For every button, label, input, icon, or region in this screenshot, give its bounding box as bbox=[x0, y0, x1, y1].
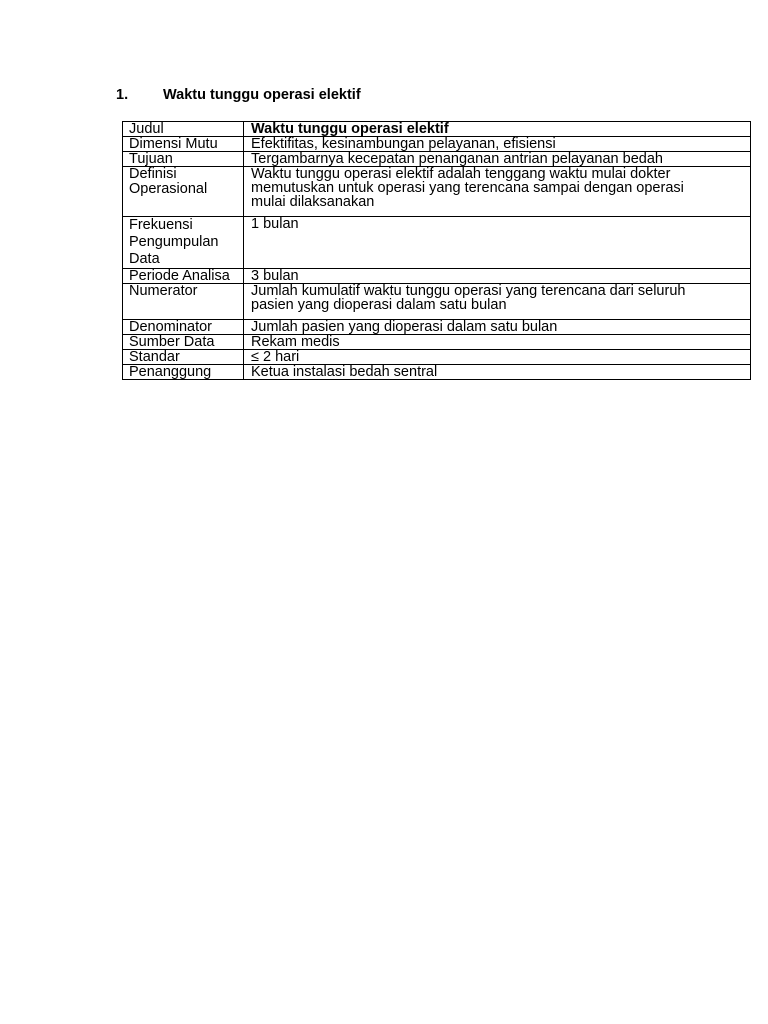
row-value-sumber-data: Rekam medis bbox=[244, 335, 751, 350]
row-label-judul: Judul bbox=[123, 122, 244, 137]
row-label-standar: Standar bbox=[123, 350, 244, 365]
section-number: 1. bbox=[116, 87, 129, 103]
table-row bbox=[123, 335, 751, 350]
row-label-frekuensi bbox=[123, 217, 244, 269]
row-label-penanggung: Penanggung bbox=[123, 365, 244, 380]
row-label-numerator: Numerator bbox=[123, 284, 244, 320]
row-value-definisi-operasional bbox=[244, 167, 751, 217]
value-line: mulai dilaksanakan bbox=[251, 194, 375, 210]
value-line: pasien yang dioperasi dalam satu bulan bbox=[251, 297, 507, 313]
row-label-denominator: Denominator bbox=[123, 320, 244, 335]
value-line: memutuskan untuk operasi yang terencana sampai dengan operasi bbox=[251, 180, 684, 196]
indicator-profile-table bbox=[122, 121, 751, 380]
section-heading bbox=[116, 87, 361, 103]
table-row bbox=[123, 217, 751, 269]
row-value-frekuensi: 1 bulan bbox=[244, 217, 751, 269]
value-line: Waktu tunggu operasi elektif adalah tenggang waktu mulai dokter bbox=[251, 166, 671, 182]
label-line: Operasional bbox=[129, 181, 208, 197]
table-row bbox=[123, 350, 751, 365]
table-row bbox=[123, 122, 751, 137]
section-title: Waktu tunggu operasi elektif bbox=[163, 87, 361, 103]
row-value-tujuan: Tergambarnya kecepatan penanganan antrian pelayanan bedah bbox=[244, 152, 751, 167]
label-line: Definisi bbox=[129, 166, 177, 182]
value-line: Jumlah kumulatif waktu tunggu operasi yang terencana dari seluruh bbox=[251, 283, 686, 299]
row-value-judul: Waktu tunggu operasi elektif bbox=[244, 122, 751, 137]
row-label-tujuan: Tujuan bbox=[123, 152, 244, 167]
label-line: Pengumpulan bbox=[129, 234, 219, 250]
row-value-standar: ≤ 2 hari bbox=[244, 350, 751, 365]
row-label-periode-analisa: Periode Analisa bbox=[123, 269, 244, 284]
label-line: Frekuensi bbox=[129, 217, 193, 233]
row-label-sumber-data: Sumber Data bbox=[123, 335, 244, 350]
table-row bbox=[123, 320, 751, 335]
row-value-denominator: Jumlah pasien yang dioperasi dalam satu bulan bbox=[244, 320, 751, 335]
table-row bbox=[123, 152, 751, 167]
table-row bbox=[123, 284, 751, 320]
label-line: Data bbox=[129, 251, 160, 267]
row-value-numerator bbox=[244, 284, 751, 320]
table-row bbox=[123, 137, 751, 152]
table-row bbox=[123, 269, 751, 284]
table-row bbox=[123, 167, 751, 217]
row-value-dimensi-mutu: Efektifitas, kesinambungan pelayanan, efisiensi bbox=[244, 137, 751, 152]
row-label-dimensi-mutu: Dimensi Mutu bbox=[123, 137, 244, 152]
row-value-periode-analisa: 3 bulan bbox=[244, 269, 751, 284]
row-value-penanggung: Ketua instalasi bedah sentral bbox=[244, 365, 751, 380]
table-row bbox=[123, 365, 751, 380]
row-label-definisi-operasional bbox=[123, 167, 244, 217]
